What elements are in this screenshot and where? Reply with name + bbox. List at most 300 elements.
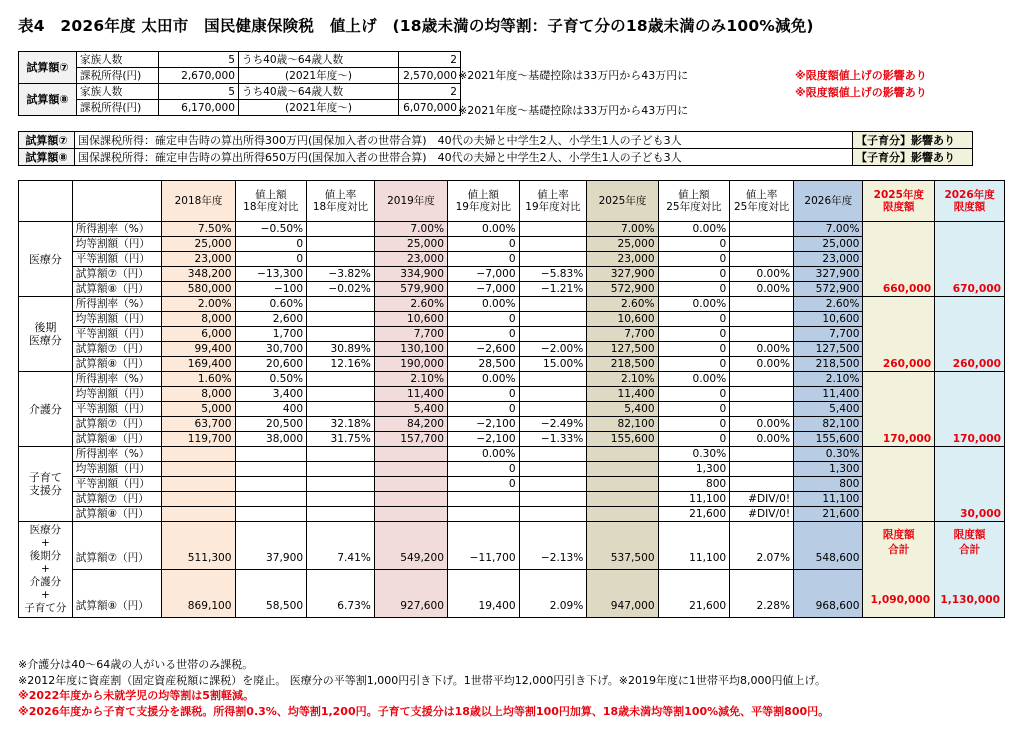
page-title: 表4 2026年度 太田市 国民健康保険税 値上げ (18歳未満の均等割：子育て分の18歳未満のみ100%減免): [18, 17, 814, 35]
value-cell: [519, 237, 587, 252]
footnote: ※介護分は40～64歳の人がいる世帯のみ課税。: [18, 658, 254, 671]
footnote: ※2012年度に資産割（固定資産税額に課税）を廃止。 医療分の平等割1,000円引き下げ。1世帯平均12,000円引き下げ。※2019年度に1世帯平均8,000円値上げ。: [18, 673, 827, 687]
value-cell: 0.30%: [658, 447, 730, 462]
value-cell: [307, 462, 375, 477]
value-cell: 0.00%: [658, 222, 730, 237]
table-header-row: [19, 181, 1005, 222]
value-cell: 0: [658, 432, 730, 447]
value-cell: [162, 507, 235, 522]
value-cell: 6,000: [162, 327, 235, 342]
section-label: [19, 372, 73, 447]
row-label: 試算額⑧（円）: [72, 432, 162, 447]
value-cell: [162, 492, 235, 507]
row-label: 所得割率（%）: [72, 222, 162, 237]
value-cell: 0: [658, 342, 730, 357]
value-cell: −5.83%: [519, 267, 587, 282]
value-cell: −0.50%: [235, 222, 307, 237]
age-label: うち40歳～64歳人数: [239, 52, 399, 68]
header-diff-25: 値上額 25年度対比: [658, 181, 730, 222]
value-cell: [307, 507, 375, 522]
limit-2025: 260,000: [863, 297, 935, 372]
value-cell: 1,700: [235, 327, 307, 342]
case8-description: 国保課税所得：確定申告時の算出所得650万円(国保加入者の世帯合算) 40代の夫婦と中学生2人、小学生1人の子ども3人: [75, 149, 853, 166]
value-cell: 0.00%: [448, 447, 520, 462]
case-description-table: [18, 131, 973, 166]
section-label-line: 医療分: [28, 252, 62, 266]
value-cell: 1,300: [658, 462, 730, 477]
section-label-line: 後期: [34, 321, 57, 334]
value-cell: [374, 477, 447, 492]
value-cell: −3.82%: [307, 267, 375, 282]
value-cell: [307, 492, 375, 507]
income-b: 6,070,000: [399, 100, 461, 116]
row-label: 平等割額（円）: [72, 477, 162, 492]
footnotes: [18, 657, 829, 719]
limit-label: 限度額: [953, 529, 986, 541]
row-label: 試算額⑧（円）: [72, 570, 162, 618]
value-cell: [730, 237, 794, 252]
value-cell: 12.16%: [307, 357, 375, 372]
value-cell: [162, 477, 235, 492]
value-cell: 10,600: [587, 312, 658, 327]
value-cell: [307, 312, 375, 327]
value-cell: 511,300: [162, 522, 235, 570]
value-cell: [519, 297, 587, 312]
value-cell: 130,100: [374, 342, 447, 357]
header-2025: 2025年度: [587, 181, 658, 222]
limit-2026: 260,000: [935, 297, 1005, 372]
value-cell: −11,700: [448, 522, 520, 570]
value-cell: 28,500: [448, 357, 520, 372]
value-cell: 37,900: [235, 522, 307, 570]
value-cell: [374, 447, 447, 462]
value-cell: 5,400: [587, 402, 658, 417]
table-row: [19, 492, 1005, 507]
section-label-line: 介護分: [28, 402, 62, 416]
value-cell: [162, 447, 235, 462]
value-cell: 7,700: [374, 327, 447, 342]
case8-label: 試算額⑧: [19, 84, 77, 116]
value-cell: 1.60%: [162, 372, 235, 387]
value-cell: 30.89%: [307, 342, 375, 357]
value-cell: 190,000: [374, 357, 447, 372]
value-cell: 348,200: [162, 267, 235, 282]
table-row: [19, 477, 1005, 492]
value-cell: 0.00%: [448, 372, 520, 387]
value-cell: 8,000: [162, 312, 235, 327]
table-row: [19, 237, 1005, 252]
tax-comparison-table: [18, 180, 1005, 618]
value-cell: [519, 492, 587, 507]
value-cell: 99,400: [162, 342, 235, 357]
value-cell: [235, 462, 307, 477]
value-cell: 0.00%: [658, 297, 730, 312]
table-row: [19, 432, 1005, 447]
case8-red-note: ※限度額値上げの影響あり: [795, 86, 927, 99]
value-cell: 0.00%: [730, 432, 794, 447]
value-cell: 11,400: [587, 387, 658, 402]
value-cell: [587, 507, 658, 522]
table-row: [19, 387, 1005, 402]
header-limit-2026: 2026年度 限度額: [935, 181, 1005, 222]
value-cell: [519, 477, 587, 492]
value-cell: −2,100: [448, 417, 520, 432]
value-cell: 7.50%: [162, 222, 235, 237]
value-cell: [730, 312, 794, 327]
value-cell: 0.00%: [730, 282, 794, 297]
value-cell: [730, 222, 794, 237]
value-cell: −2,600: [448, 342, 520, 357]
value-cell: 5,400: [374, 402, 447, 417]
value-cell: 3,400: [235, 387, 307, 402]
header-limit-2025: 2025年度 限度額: [863, 181, 935, 222]
value-cell: 2.09%: [519, 570, 587, 618]
value-cell: 0.00%: [448, 297, 520, 312]
value-cell: 2.28%: [730, 570, 794, 618]
income-year: (2021年度～): [239, 100, 399, 116]
value-cell: [730, 402, 794, 417]
value-cell: 0: [448, 387, 520, 402]
row-label: 試算額⑦（円）: [72, 417, 162, 432]
limit-2026: 670,000: [935, 222, 1005, 297]
value-cell: 400: [235, 402, 307, 417]
value-cell: 7.00%: [587, 222, 658, 237]
value-cell: 0: [658, 282, 730, 297]
header-rate-18: 値上率 18年度対比: [307, 181, 375, 222]
value-cell: −13,300: [235, 267, 307, 282]
value-cell: 7.00%: [794, 222, 863, 237]
case-parameter-table: [18, 51, 461, 116]
value-cell: −0.02%: [307, 282, 375, 297]
row-label: 試算額⑦（円）: [72, 492, 162, 507]
value-cell: [307, 387, 375, 402]
row-label: 試算額⑦（円）: [72, 267, 162, 282]
row-label: 均等割額（円）: [72, 237, 162, 252]
value-cell: 127,500: [587, 342, 658, 357]
limit-2025: 660,000: [863, 222, 935, 297]
value-cell: [307, 327, 375, 342]
value-cell: 6.73%: [307, 570, 375, 618]
row-label: 試算額⑧（円）: [72, 357, 162, 372]
value-cell: [162, 462, 235, 477]
case7-description: 国保課税所得：確定申告時の算出所得300万円(国保加入者の世帯合算) 40代の夫婦と中学生2人、小学生1人の子ども3人: [75, 132, 853, 149]
value-cell: [448, 492, 520, 507]
table-row: [19, 327, 1005, 342]
total-label-line: 医療分: [29, 524, 62, 536]
value-cell: 7.41%: [307, 522, 375, 570]
total-label-line: +: [40, 589, 50, 601]
value-cell: 82,100: [794, 417, 863, 432]
value-cell: 0: [658, 387, 730, 402]
table-row-total: [19, 522, 1005, 570]
header-diff-19: 値上額 19年度対比: [448, 181, 520, 222]
value-cell: [730, 462, 794, 477]
value-cell: 58,500: [235, 570, 307, 618]
value-cell: [519, 222, 587, 237]
header-2019: 2019年度: [374, 181, 447, 222]
section-label-line: 子育て: [28, 471, 62, 484]
total-limit-2026: [935, 522, 1005, 618]
case7-impact: 【子育分】影響あり: [853, 132, 973, 149]
value-cell: 0: [448, 402, 520, 417]
header-diff-18: 値上額 18年度対比: [235, 181, 307, 222]
value-cell: 0.00%: [730, 417, 794, 432]
value-cell: −7,000: [448, 282, 520, 297]
total-limit-2025: [863, 522, 935, 618]
family-label: 家族人数: [77, 84, 159, 100]
value-cell: 2.10%: [587, 372, 658, 387]
value-cell: 0.00%: [658, 372, 730, 387]
value-cell: 7.00%: [374, 222, 447, 237]
value-cell: 334,900: [374, 267, 447, 282]
row-label: 均等割額（円）: [72, 387, 162, 402]
value-cell: [307, 477, 375, 492]
value-cell: 0.00%: [730, 267, 794, 282]
value-cell: [307, 372, 375, 387]
header-2026: 2026年度: [794, 181, 863, 222]
value-cell: 0: [658, 252, 730, 267]
value-cell: [519, 402, 587, 417]
row-label: 均等割額（円）: [72, 312, 162, 327]
value-cell: [235, 507, 307, 522]
row-label: 平等割額（円）: [72, 402, 162, 417]
value-cell: 580,000: [162, 282, 235, 297]
family-count: 5: [159, 52, 239, 68]
value-cell: [235, 447, 307, 462]
value-cell: 0: [448, 462, 520, 477]
value-cell: 800: [794, 477, 863, 492]
value-cell: 0: [658, 357, 730, 372]
value-cell: 0.30%: [794, 447, 863, 462]
value-cell: [307, 237, 375, 252]
value-cell: [730, 372, 794, 387]
value-cell: 21,600: [794, 507, 863, 522]
value-cell: [235, 477, 307, 492]
value-cell: 15.00%: [519, 357, 587, 372]
value-cell: 20,600: [235, 357, 307, 372]
value-cell: [587, 462, 658, 477]
value-cell: 579,900: [374, 282, 447, 297]
income-b: 2,570,000: [399, 68, 461, 84]
value-cell: [374, 462, 447, 477]
table-row: [19, 297, 1005, 312]
value-cell: −100: [235, 282, 307, 297]
footnote: ※2022年度から未就学児の均等割は5割軽減。: [18, 689, 254, 702]
value-cell: 0: [448, 327, 520, 342]
value-cell: 21,600: [658, 507, 730, 522]
income-year: (2021年度～): [239, 68, 399, 84]
value-cell: 1,300: [794, 462, 863, 477]
row-label: 所得割率（%）: [72, 447, 162, 462]
value-cell: 155,600: [794, 432, 863, 447]
value-cell: 7,700: [794, 327, 863, 342]
case8-note: ※2021年度～基礎控除は33万円から43万円に: [458, 104, 689, 117]
value-cell: 25,000: [794, 237, 863, 252]
value-cell: 2.07%: [730, 522, 794, 570]
value-cell: [307, 252, 375, 267]
value-cell: 25,000: [374, 237, 447, 252]
value-cell: 11,400: [374, 387, 447, 402]
value-cell: [587, 492, 658, 507]
value-cell: [587, 447, 658, 462]
value-cell: 0: [448, 477, 520, 492]
value-cell: [730, 252, 794, 267]
value-cell: [519, 312, 587, 327]
value-cell: [730, 447, 794, 462]
case8-impact: 【子育分】影響あり: [853, 149, 973, 166]
value-cell: 5,000: [162, 402, 235, 417]
table-row: [19, 417, 1005, 432]
value-cell: [519, 327, 587, 342]
total-limit-heading: [863, 528, 934, 558]
value-cell: 23,000: [162, 252, 235, 267]
table-row: [19, 507, 1005, 522]
value-cell: 869,100: [162, 570, 235, 618]
limit-2025: [863, 447, 935, 522]
row-label: 試算額⑦（円）: [72, 342, 162, 357]
value-cell: 11,100: [658, 522, 730, 570]
row-label: 均等割額（円）: [72, 462, 162, 477]
value-cell: 549,200: [374, 522, 447, 570]
income-a: 2,670,000: [159, 68, 239, 84]
value-cell: [519, 447, 587, 462]
value-cell: 82,100: [587, 417, 658, 432]
value-cell: 21,600: [658, 570, 730, 618]
table-row: [19, 312, 1005, 327]
value-cell: 19,400: [448, 570, 520, 618]
value-cell: 218,500: [587, 357, 658, 372]
value-cell: 0.60%: [235, 297, 307, 312]
value-cell: 0: [658, 327, 730, 342]
value-cell: −2,100: [448, 432, 520, 447]
value-cell: 8,000: [162, 387, 235, 402]
total-label-line: +: [40, 537, 50, 549]
value-cell: [587, 477, 658, 492]
value-cell: −1.21%: [519, 282, 587, 297]
value-cell: [519, 252, 587, 267]
limit-label: 合計: [958, 544, 981, 556]
value-cell: [519, 372, 587, 387]
value-cell: 155,600: [587, 432, 658, 447]
total-label-line: 介護分: [29, 576, 62, 588]
value-cell: 0: [658, 237, 730, 252]
total-limit-value: 1,090,000: [870, 594, 931, 606]
value-cell: 23,000: [794, 252, 863, 267]
value-cell: 327,900: [794, 267, 863, 282]
total-label-line: 子育て分: [24, 602, 67, 614]
section-label: [19, 297, 73, 372]
value-cell: 2.10%: [374, 372, 447, 387]
value-cell: 2,600: [235, 312, 307, 327]
value-cell: [519, 507, 587, 522]
value-cell: 157,700: [374, 432, 447, 447]
value-cell: 84,200: [374, 417, 447, 432]
table-row: [19, 282, 1005, 297]
value-cell: 0.00%: [730, 357, 794, 372]
case8-label: 試算額⑧: [19, 149, 75, 166]
value-cell: [730, 297, 794, 312]
value-cell: 572,900: [587, 282, 658, 297]
case7-red-note: ※限度額値上げの影響あり: [795, 69, 927, 82]
value-cell: 2.60%: [587, 297, 658, 312]
section-label: [19, 222, 73, 297]
total-limit-value: 1,130,000: [940, 594, 1000, 606]
table-row: [19, 252, 1005, 267]
value-cell: 169,400: [162, 357, 235, 372]
limit-label: 限度額: [882, 529, 915, 541]
value-cell: 5,400: [794, 402, 863, 417]
value-cell: 548,600: [794, 522, 863, 570]
value-cell: 800: [658, 477, 730, 492]
value-cell: 25,000: [587, 237, 658, 252]
value-cell: 25,000: [162, 237, 235, 252]
total-limit-heading: [935, 528, 1004, 558]
value-cell: 23,000: [587, 252, 658, 267]
income-label: 課税所得(円): [77, 68, 159, 84]
value-cell: [730, 477, 794, 492]
value-cell: [730, 387, 794, 402]
family-label: 家族人数: [77, 52, 159, 68]
value-cell: [374, 492, 447, 507]
table-row: [19, 357, 1005, 372]
value-cell: [235, 492, 307, 507]
table-row: [19, 267, 1005, 282]
value-cell: −7,000: [448, 267, 520, 282]
value-cell: [307, 222, 375, 237]
value-cell: 127,500: [794, 342, 863, 357]
value-cell: [374, 507, 447, 522]
value-cell: 0: [658, 312, 730, 327]
value-cell: 947,000: [587, 570, 658, 618]
footnote: ※2026年度から子育て支援分を課税。所得割0.3%、均等割1,200円。子育て支援分は18歳以上均等割100円加算、18歳未満均等割100%減免、平等割800円。: [18, 704, 830, 718]
value-cell: 2.10%: [794, 372, 863, 387]
value-cell: [448, 507, 520, 522]
value-cell: 968,600: [794, 570, 863, 618]
value-cell: 0: [448, 312, 520, 327]
value-cell: 0: [235, 237, 307, 252]
value-cell: 63,700: [162, 417, 235, 432]
value-cell: 0: [658, 402, 730, 417]
value-cell: [519, 462, 587, 477]
value-cell: #DIV/0!: [730, 492, 794, 507]
case7-note: ※2021年度～基礎控除は33万円から43万円に: [458, 69, 689, 82]
value-cell: 0: [448, 252, 520, 267]
value-cell: 11,100: [794, 492, 863, 507]
total-label-line: 後期分: [29, 550, 62, 562]
value-cell: 2.60%: [374, 297, 447, 312]
row-label: 所得割率（%）: [72, 297, 162, 312]
table-row: [19, 447, 1005, 462]
row-label: 試算額⑦（円）: [72, 522, 162, 570]
value-cell: [730, 327, 794, 342]
section-label-line: 医療分: [28, 334, 62, 347]
value-cell: 927,600: [374, 570, 447, 618]
value-cell: [307, 447, 375, 462]
value-cell: 218,500: [794, 357, 863, 372]
table-row: [19, 402, 1005, 417]
table-row: [19, 372, 1005, 387]
value-cell: #DIV/0!: [730, 507, 794, 522]
value-cell: 119,700: [162, 432, 235, 447]
row-label: 試算額⑧（円）: [72, 282, 162, 297]
value-cell: 32.18%: [307, 417, 375, 432]
income-label: 課税所得(円): [77, 100, 159, 116]
value-cell: 2.60%: [794, 297, 863, 312]
value-cell: 31.75%: [307, 432, 375, 447]
value-cell: 0: [658, 417, 730, 432]
section-label-line: 支援分: [28, 484, 62, 497]
value-cell: −1.33%: [519, 432, 587, 447]
